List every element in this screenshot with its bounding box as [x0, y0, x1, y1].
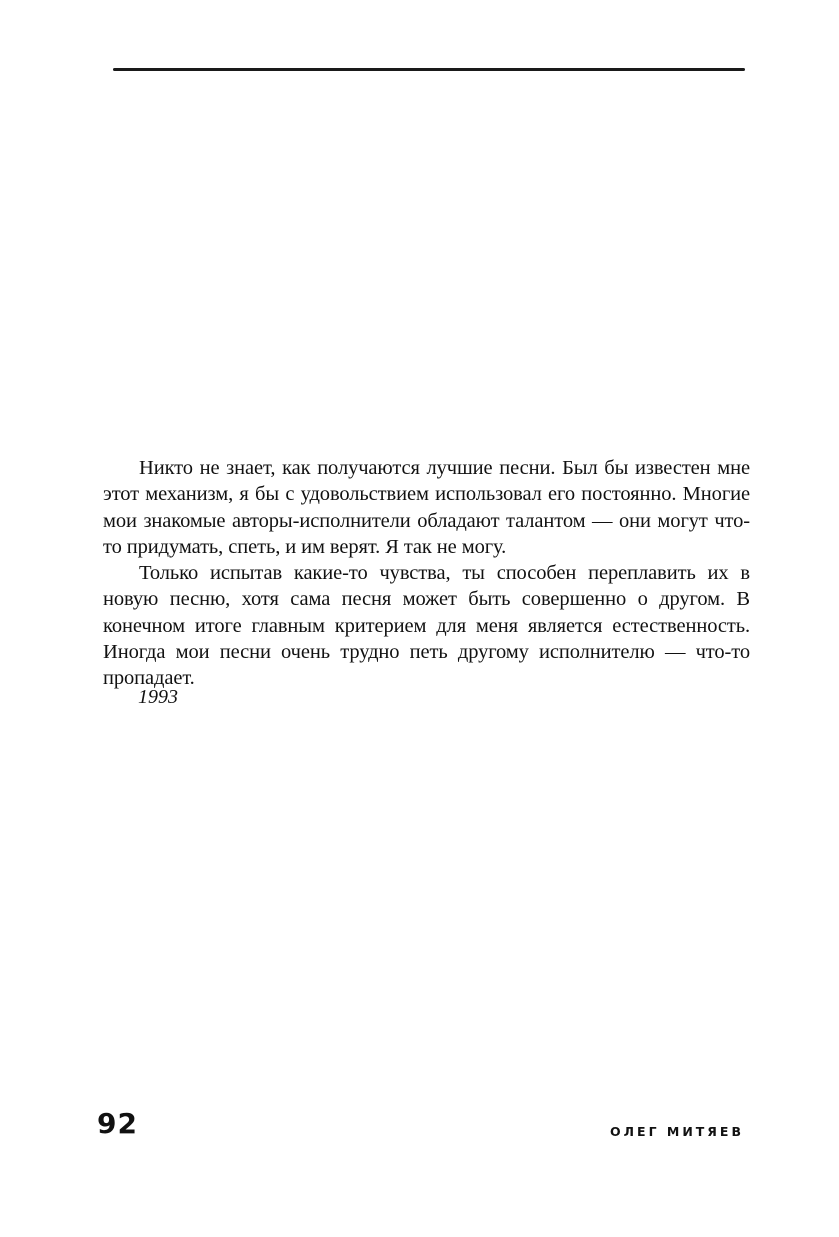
- paragraph-1: Никто не знает, как получаются лучшие песни. Был бы известен мне этот механизм, я бы с удовольствием использовал его постоянно. Многие мои знакомые авторы-исполнители обладают талантом — они могут что-то придумать, спеть, и им верят. Я так не могу.: [103, 457, 750, 558]
- paragraph-2: Только испытав какие-то чувства, ты способен переплавить их в новую песню, хотя сама песня может быть совершенно о другом. В конечном итоге главным критерием для меня является естественность. Иногда мои песни очень трудно петь другому исполнителю — что-то пропадает.: [103, 562, 750, 690]
- running-footer-author: ОЛЕГ МИТЯЕВ: [610, 1124, 744, 1139]
- page-number: 92: [97, 1107, 138, 1140]
- body-text: [103, 455, 750, 692]
- date-signature: 1993: [138, 686, 178, 708]
- header-rule: [113, 68, 745, 71]
